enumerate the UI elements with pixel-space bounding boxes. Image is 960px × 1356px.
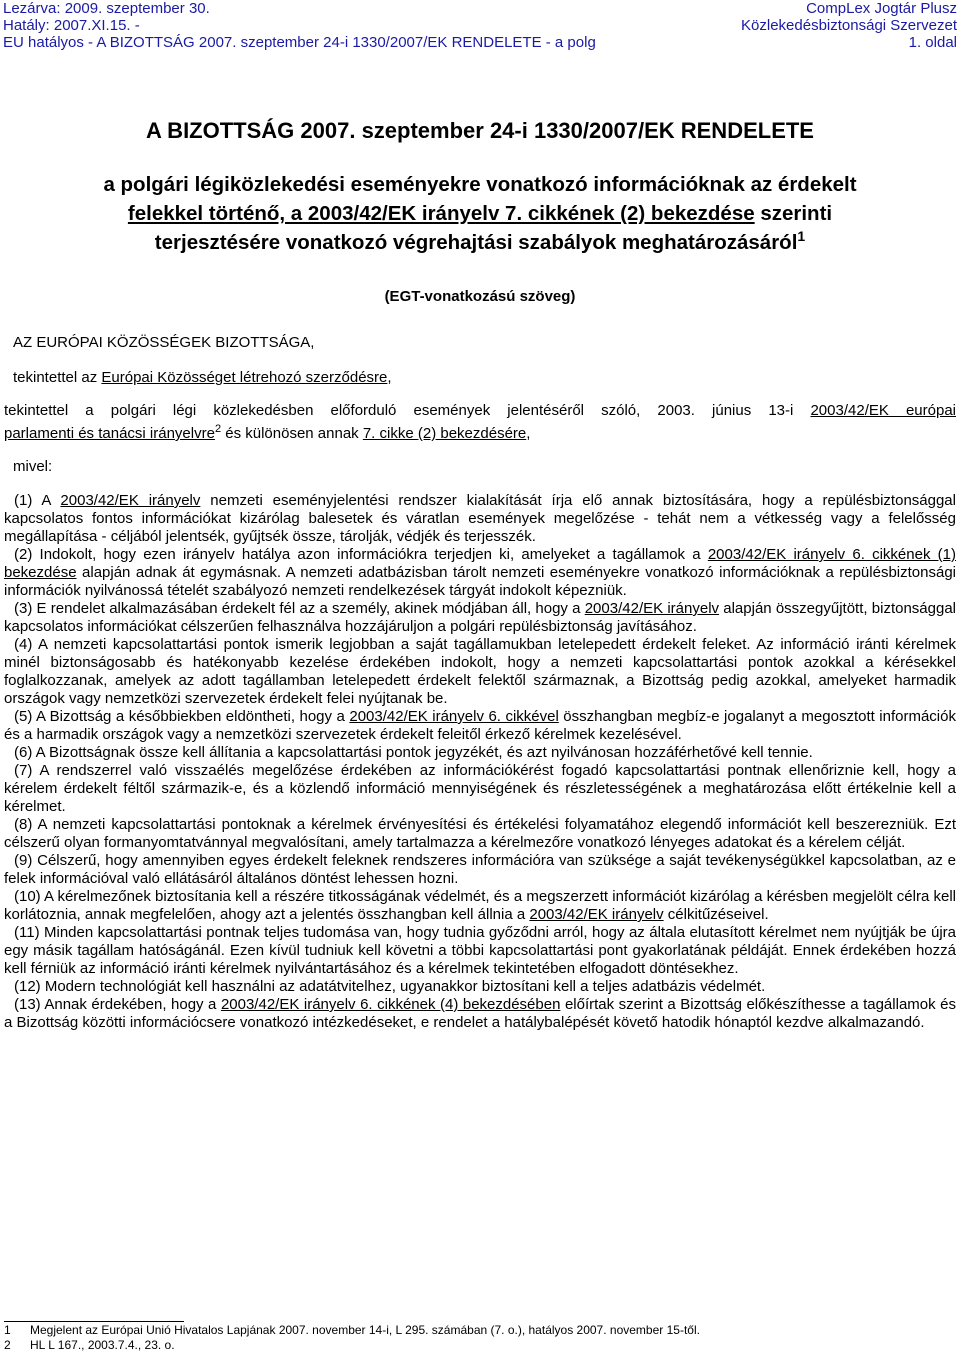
header-closed-date: Lezárva: 2009. szeptember 30.	[3, 0, 210, 17]
whereas-label: mivel:	[13, 458, 53, 475]
footnote-2	[4, 1338, 700, 1353]
recital-8: (8) A nemzeti kapcsolattartási pontoknak a kérelmek érvényesítési és értékelési folyamatához elegendő információt kell beszerezniük. Ezt célszerű olyan formanyomtatvánnyal megvalósítani, amely tartalmazza a kérelmezőre vonatkozó lényeges adatokat és a kérelem célját.	[4, 816, 956, 851]
directive-link[interactable]: parlamenti és tanácsi irányelvre	[4, 425, 215, 442]
footnote-number: 2	[4, 1338, 11, 1352]
recital-5: (5) A Bizottság a későbbiekben eldöntheti, hogy a 2003/42/EK irányelv 6. cikkével összhangban megbíz-e jogalanyt a megosztott információk és a harmadik országok vagy a nemzetközi szervezetek érdekelt feleitől érkező kérelmek kezelésével.	[4, 708, 956, 743]
subtitle-text: terjesztésére vonatkozó végrehajtási szabályok meghatározásáról	[154, 231, 798, 254]
commission-heading: AZ EURÓPAI KÖZÖSSÉGEK BIZOTTSÁGA,	[13, 334, 315, 351]
directive-link[interactable]: 2003/42/EK irányelv 6. cikkének (1) bekezdése	[4, 546, 956, 581]
recital-12: (12) Modern technológiát kell használni az adatátvitelhez, ugyanakkor biztosítani kell a teljes adatbázis védelmét.	[14, 978, 766, 995]
citation-treaty: tekintettel az Európai Közösséget létrehozó szerződésre,	[13, 369, 392, 386]
footnote-1	[4, 1323, 700, 1338]
citation-directive-line2: parlamenti és tanácsi irányelvre$^2$ és különösen annak 7. cikke (2) bekezdésére,	[4, 423, 531, 442]
treaty-link[interactable]: Európai Közösséget létrehozó szerződésre	[101, 369, 388, 386]
citation-directive-line1: tekintettel a polgári légi közlekedésben előforduló események jelentéséről szóló, 2003. június 13-i 2003/42/EK európai	[4, 402, 957, 419]
footnote-text: Megjelent az Európai Unió Hivatalos Lapjának 2007. november 14-i, L 295. számában (7. o.), hatályos 2007. november 15-től.	[30, 1323, 700, 1337]
footnote-ref[interactable]: 1	[797, 228, 806, 245]
eea-relevance: (EGT-vonatkozású szöveg)	[384, 288, 576, 305]
directive-article-link[interactable]: felekkel történő, a 2003/42/EK irányelv 7. cikkének (2) bekezdése	[127, 202, 755, 225]
directive-link[interactable]: 2003/42/EK irányelv	[529, 906, 664, 923]
header-effect-date: Hatály: 2007.XI.15. -	[3, 17, 140, 34]
footnote-separator	[4, 1321, 184, 1322]
footnote-number: 1	[4, 1323, 11, 1337]
document-title: A BIZOTTSÁG 2007. szeptember 24-i 1330/2007/EK RENDELETE	[146, 118, 814, 143]
footnotes	[4, 1323, 700, 1353]
subtitle-line-3	[0, 228, 960, 257]
recital-6: (6) A Bizottságnak össze kell állítania a kapcsolattartási pontok jegyzékét, és azt nyilvánosan hozzáférhetővé kell tennie.	[14, 744, 813, 761]
subtitle-text: szerinti	[754, 202, 833, 225]
recital-9: (9) Célszerű, hogy amennyiben egyes érdekelt feleknek rendszeres információra van szüksége a saját tevékenységükkel kapcsolatban, az e felek információval való ellátásáról általános döntést lehessen hozni.	[4, 852, 956, 887]
recitals	[4, 492, 956, 1032]
directive-link[interactable]: 2003/42/EK irányelv 6. cikkével	[349, 708, 559, 725]
recital-1: (1) A 2003/42/EK irányelv nemzeti eseményjelentési rendszer kialakítását írja elő annak biztosítására, hogy a repülésbiztonsággal kapcsolatos fontos információkat kizárólag balesetek és váratlan események megelőzése - tehát nem a vétkesség vagy a felelősség megállapítása - céljából jelentsék, gyűjtsék össze, tárolják, védjék és terjesszék.	[4, 492, 956, 545]
recital-11: (11) Minden kapcsolattartási pontnak teljes tudomása van, hogy tudnia győződni arról, hogy az általa elutasított kérelmet nem nyújtják be újra egy másik tagállam hatóságánál. Ezen kívül tudniuk kell követni a többi kapcsolattartási pont gyakorlatának példáját. Ennek érdekében hozzá kell férniük az információ iránti kérelmek nyilvántartásához és a kérelmek tekintetében elfogadott döntésekhez.	[4, 924, 956, 977]
directive-link[interactable]: 2003/42/EK irányelv	[584, 600, 720, 617]
recital-4: (4) A nemzeti kapcsolattartási pontok ismerik legjobban a saját tagállamukban letelepedett érdekelt feleket. Az információ iránti kérelmek minél biztonságosabb és hatékonyabb kezelése érdekében indokolt, hogy a nemzeti kapcsolattartási pontok azokkal a kérésekkel foglalkozzanak, amelyek az adott tagállamban letelepedett érdekelt felektől származnak, a Bizottság pedig azokkal, amelyeket harmadik országok vagy nemzetközi szervezetek érdekelt felei nyújtanak be.	[4, 636, 956, 707]
directive-link[interactable]: 2003/42/EK európai	[810, 402, 957, 419]
header-organization: Közlekedésbiztonsági Szervezet	[741, 17, 957, 34]
directive-link[interactable]: 2003/42/EK irányelv	[60, 492, 201, 509]
page-header	[0, 0, 960, 60]
document-subtitle	[0, 170, 960, 257]
subtitle-line-1: a polgári légiközlekedési eseményekre vonatkozó információknak az érdekelt	[103, 173, 857, 196]
footnote-ref[interactable]: 2	[214, 423, 222, 435]
recital-13: (13) Annak érdekében, hogy a 2003/42/EK irányelv 6. cikkének (4) bekezdésében előírtak szerint a Bizottság előkészíthesse a tagállamok és a Bizottság közötti információcsere vonatkozó intézkedéseket, e rendelet a hatálybalépését követő hatodik hónaptól kezdve alkalmazandó.	[4, 996, 956, 1031]
recital-3: (3) E rendelet alkalmazásában érdekelt fél az a személy, akinek módjában áll, hogy a 2003/42/EK irányelv alapján összegyűjtött, biztonsággal kapcsolatos információkat célszerűen felhasználva hozzájáruljon a polgári repülésbiztonság javításához.	[4, 600, 956, 635]
directive-link[interactable]: 2003/42/EK irányelv 6. cikkének (4) bekezdésében	[220, 996, 561, 1013]
article-link[interactable]: 7. cikke (2) bekezdésére	[362, 425, 527, 442]
subtitle-line-2	[0, 199, 960, 228]
header-page-number: 1. oldal	[908, 34, 957, 51]
recital-2: (2) Indokolt, hogy ezen irányelv hatálya azon információkra terjedjen ki, amelyeket a tagállamok a 2003/42/EK irányelv 6. cikkének (1) bekezdése alapján adnak át egymásnak. A nemzeti adatbázisban tárolt nemzeti eseményekre vonatkozó információknak a repülésbiztonsági információk nyilvánossá tételét szabályozó nemzeti rendelkezések tárgyát indokolt képezniük.	[4, 546, 956, 599]
recital-7: (7) A rendszerrel való visszaélés megelőzése érdekében az információkérést fogadó kapcsolattartási pontnak ellenőriznie kell, hogy a kérelem érdekelt féltől származik-e, és a közlendő információ mennyiségének és részletességének a meghatározása előtt értékelnie kell a kérelmet.	[4, 762, 956, 815]
recital-10: (10) A kérelmezőnek biztosítania kell a részére titkosságának védelmét, és a megszerzett információt kizárólag a kérésben megjelölt célra kell korlátoznia, annak megfelelően, ahogy azt a jelentés összhangban kell állnia a 2003/42/EK irányelv célkitűzéseivel.	[4, 888, 956, 923]
header-doc-title: EU hatályos - A BIZOTTSÁG 2007. szeptember 24-i 1330/2007/EK RENDELETE - a polg	[3, 34, 596, 51]
footnote-text: HL L 167., 2003.7.4., 23. o.	[30, 1338, 175, 1352]
header-product: CompLex Jogtár Plusz	[806, 0, 957, 17]
